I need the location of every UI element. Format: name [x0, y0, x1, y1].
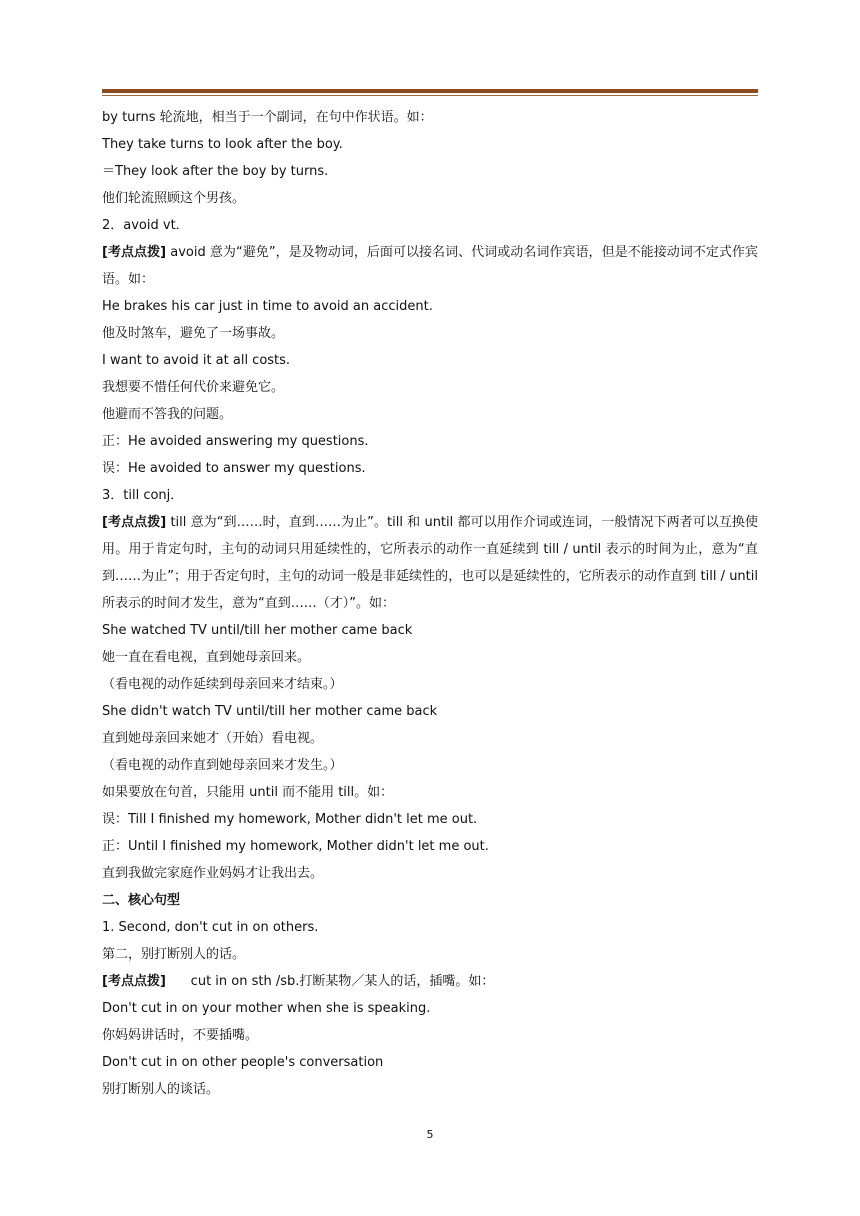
explanation-text: till 意为“到……时，直到……为止”。till 和 until 都可以用作介词或连词，一般情况下两者可以互换使用。用于肯定句时，主句的动词只用延续性的，它所表示的动作一直延续到 till / until 表示的时间为止，意为“直到……为止”；用于否定句时，主句的动词一般是非延续性的，也可以是延续性的，它所表示的动作直到 till / until 所表示的时间才发生，意为“直到……（才）”。如：	[102, 515, 759, 611]
translation-line: 第二，别打断别人的话。	[102, 947, 246, 962]
example-sentence: I want to avoid it at all costs.	[102, 353, 291, 368]
page-body	[102, 104, 758, 1103]
translation-line: 他们轮流照顾这个男孩。	[102, 191, 246, 206]
header-rule-thin	[102, 95, 758, 96]
example-sentence: ＝They look after the boy by turns.	[102, 164, 329, 179]
correct-example: 正：He avoided answering my questions.	[102, 434, 369, 449]
translation-line: 我想要不惜任何代价来避免它。	[102, 380, 285, 395]
section-heading: 二、核心句型	[102, 893, 181, 908]
correct-example: 正：Until I finished my homework, Mother didn't let me out.	[102, 839, 489, 854]
translation-line: 你妈妈讲话时，不要插嘴。	[102, 1028, 259, 1043]
page-number: 5	[426, 1128, 434, 1141]
example-sentence: He brakes his car just in time to avoid an accident.	[102, 299, 433, 314]
translation-line: 他及时煞车，避免了一场事故。	[102, 326, 285, 341]
wrong-example: 误：He avoided to answer my questions.	[102, 461, 366, 476]
point-tag: [考点点拨]	[102, 515, 167, 530]
example-sentence: She didn't watch TV until/till her mother came back	[102, 704, 438, 719]
example-sentence: 1. Second, don't cut in on others.	[102, 920, 319, 935]
text-line: 如果要放在句首，只能用 until 而不能用 till。如：	[102, 785, 394, 800]
explanation-paragraph	[102, 509, 758, 617]
note-line: （看电视的动作直到她母亲回来才发生。）	[102, 758, 343, 773]
example-sentence: Don't cut in on other people's conversation	[102, 1055, 384, 1070]
explanation-text: cut in on sth /sb.打断某物／某人的话，插嘴。如：	[165, 974, 495, 989]
translation-line: 她一直在看电视，直到她母亲回来。	[102, 650, 311, 665]
explanation-text: avoid 意为“避免”，是及物动词，后面可以接名词、代词或动名词作宾语，但是不能接动词不定式作宾语。如：	[102, 245, 758, 287]
example-sentence: She watched TV until/till her mother came back	[102, 623, 413, 638]
translation-line: 直到我做完家庭作业妈妈才让我出去。	[102, 866, 324, 881]
header-rule-thick	[102, 89, 758, 93]
translation-line: 别打断别人的谈话。	[102, 1082, 220, 1097]
note-line: （看电视的动作延续到母亲回来才结束。）	[102, 677, 343, 692]
translation-line: 直到她母亲回来她才（开始）看电视。	[102, 731, 324, 746]
item-heading: 2．avoid vt．	[102, 218, 189, 233]
translation-line: 他避而不答我的问题。	[102, 407, 233, 422]
explanation-paragraph	[102, 968, 758, 995]
example-sentence: They take turns to look after the boy.	[102, 137, 343, 152]
point-tag: [考点点拨]	[102, 974, 166, 989]
wrong-example: 误：Till I finished my homework, Mother didn't let me out.	[102, 812, 478, 827]
point-tag: [考点点拨]	[102, 245, 167, 260]
item-heading: 3．till conj．	[102, 488, 184, 503]
explanation-paragraph	[102, 239, 758, 293]
text-line: by turns 轮流地，相当于一个副词，在句中作状语。如：	[102, 110, 433, 125]
example-sentence: Don't cut in on your mother when she is speaking.	[102, 1001, 431, 1016]
